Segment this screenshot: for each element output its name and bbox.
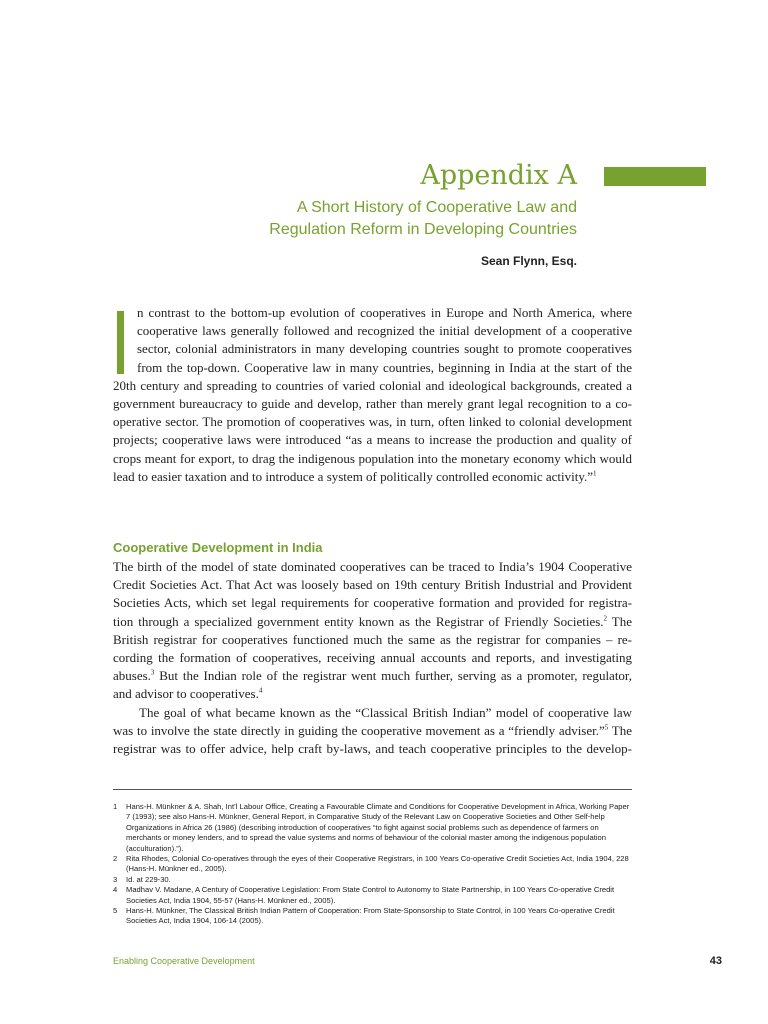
body-line-text: and advisor to cooperatives. <box>113 686 259 702</box>
footnote <box>113 802 632 854</box>
footnote-ref[interactable]: 3 <box>150 668 155 677</box>
body-line <box>113 722 632 740</box>
intro-line-last <box>113 468 632 486</box>
intro-line: crops meant for export, to drag the indigenous population into the monetary economy which would <box>113 450 632 466</box>
page-number: 43 <box>709 955 722 967</box>
intro-line: government bureaucracy to guide and develop, rather than merely grant legal recognition to a co- <box>113 396 632 412</box>
footnote <box>113 906 632 927</box>
footnote-ref[interactable]: 4 <box>258 687 263 696</box>
intro-line: sector, colonial administrators in many developing countries sought to promote cooperatives <box>137 341 632 357</box>
footnote-divider <box>113 789 632 790</box>
body-line: Societies Acts, which set legal requirements for cooperative formation and provided for registra- <box>113 595 632 611</box>
body-line-text: abuses. <box>113 668 151 684</box>
footnote-ref[interactable]: 2 <box>603 614 608 623</box>
body-line: registrar was to offer advice, help craft by-laws, and teach cooperative principles to the develop- <box>113 741 632 757</box>
body-line: The goal of what became known as the “Classical British Indian” model of cooperative law <box>139 704 632 720</box>
footnote-text: Rita Rhodes, Colonial Co-operatives through the eyes of their Cooperative Registrars, in 100 Years Co-operative Credit Societies Act, India 1904, 228 (Hans-H. Münkner ed., 2005). <box>126 854 629 874</box>
footnote-number: 2 <box>113 854 118 864</box>
footnote-ref[interactable]: 5 <box>604 723 609 732</box>
body-line-text: was to involve the state directly in guiding the cooperative movement as a “friendly adviser.” <box>113 722 605 738</box>
intro-line-text: lead to easier taxation and to introduce a system of politically controlled economic activity.” <box>113 468 593 484</box>
body-line: cording the formation of cooperatives, receiving annual accounts and reports, and investigating <box>113 650 632 666</box>
body-line <box>113 667 632 685</box>
footnote-number: 3 <box>113 874 118 884</box>
intro-paragraph <box>113 304 632 486</box>
body-line: The birth of the model of state dominated cooperatives can be traced to India’s 1904 Cooperative <box>113 559 632 574</box>
footnote <box>113 854 632 875</box>
intro-line: projects; cooperative laws were introduced “as a means to increase the production and quality of <box>113 432 632 448</box>
section-heading: Cooperative Development in India <box>113 540 323 555</box>
footnote-text: Hans-H. Münkner & A. Shah, Int’l Labour Office, Creating a Favourable Climate and Conditions for Cooperative Development in Africa, Working Paper 7 (1993); see also Hans-H. Münkner, General Report, in Comparative Study of the Relevant Law on Cooperative Societies and Other Self-help Organizations in Africa 26 (1986) (describing introduction of cooperatives “to fight against social problems such as dependence of farmers on merchants or money lenders, and to spread the value systems and norms of behaviour of the colonial master among the indigenous population (acculturation).”). <box>126 802 630 853</box>
intro-line: from the top-down. Cooperative law in many countries, beginning in India at the start of the <box>137 359 632 375</box>
subtitle-line-1: A Short History of Cooperative Law and <box>296 199 577 216</box>
body-line: Credit Societies Act. That Act was loosely based on 19th century British Industrial and Provident <box>113 577 632 593</box>
footnote-number: 5 <box>113 906 118 916</box>
intro-line: operative sector. The promotion of cooperatives was, in turn, often linked to colonial development <box>113 414 632 430</box>
footnote-ref[interactable]: 1 <box>593 469 597 478</box>
footnote <box>113 875 632 885</box>
body-line-text: tion through a specialized government entity known as the Registrar of Friendly Societies. <box>113 613 604 629</box>
footnote <box>113 885 632 906</box>
footnote-number: 1 <box>113 802 118 811</box>
body-line-tail: But the Indian role of the registrar went much further, serving as a promoter, regulator, <box>154 668 632 684</box>
intro-line: 20th century and spreading to countries of varied colonial and ideological backgrounds, created a <box>113 377 632 393</box>
header-accent-bar <box>604 167 706 186</box>
page-subtitle <box>269 197 577 241</box>
footnotes <box>113 802 632 927</box>
body-line-tail: The <box>607 613 632 629</box>
body-line <box>113 685 632 703</box>
section-body <box>113 558 632 758</box>
body-line: British registrar for cooperatives functioned much the same as the registrar for companies – re- <box>113 631 632 647</box>
intro-line: n contrast to the bottom-up evolution of cooperatives in Europe and North America, where <box>137 305 632 320</box>
page-title: Appendix A <box>420 160 577 191</box>
footnote-text: Id. at 229-30. <box>126 874 171 884</box>
author-name: Sean Flynn, Esq. <box>480 254 577 268</box>
footnote-number: 4 <box>113 885 118 895</box>
body-line <box>113 613 632 631</box>
footnote-text: Hans-H. Münkner, The Classical British Indian Pattern of Cooperation: From State-Sponsorship to State Control, in 100 Years Co-operative Credit Societies Act, India 1904, 106-14 (2005). <box>126 906 615 926</box>
body-line-tail: The <box>608 722 632 738</box>
subtitle-line-2: Regulation Reform in Developing Countries <box>269 221 577 238</box>
intro-line: cooperative laws generally followed and recognized the initial development of a cooperative <box>137 323 632 339</box>
footnote-text: Madhav V. Madane, A Century of Cooperative Legislation: From State Control to Autonomy to State Partnership, in 100 Years Co-operative Credit Societies Act, India 1904, 55-57 (Hans-H. Münkner ed., 2005). <box>126 885 615 905</box>
footer-book-title: Enabling Cooperative Development <box>113 956 255 966</box>
